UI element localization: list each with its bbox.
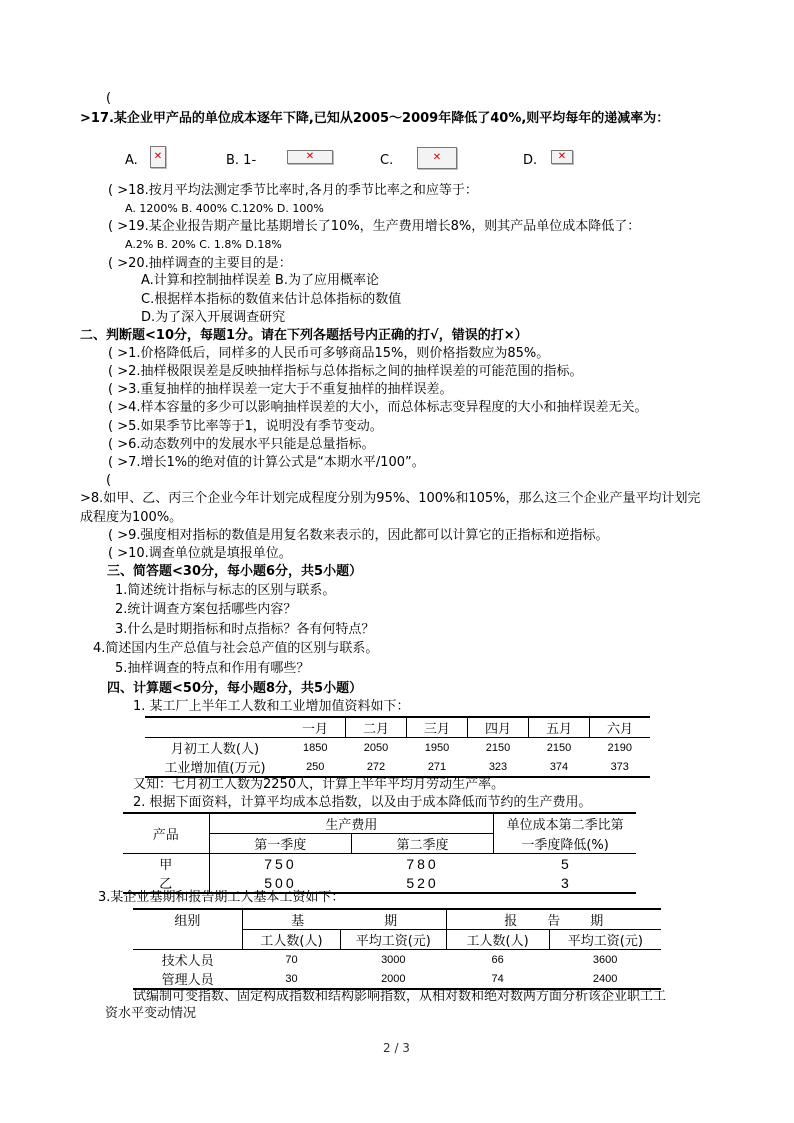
q18-stem: ( >18.按月平均法测定季节比率时,各月的季节比率之和应等于： xyxy=(108,183,478,198)
table-row xyxy=(145,757,650,777)
broken-image-icon: ✕ xyxy=(287,150,333,164)
table-cell: 30 xyxy=(285,972,298,985)
broken-image-icon: ✕ xyxy=(551,150,573,164)
header-report-3: 期 xyxy=(590,914,604,929)
header-q1: 第一季度 xyxy=(254,838,307,853)
q20-option-c: C.根据样本指标的数值来估计总体指标的数值 xyxy=(141,292,402,307)
q17-option-d-label: D. xyxy=(523,153,538,168)
table-row xyxy=(133,950,661,970)
table-row xyxy=(145,738,650,758)
table-cell: 520 xyxy=(406,874,439,891)
problem-1-title: 1. 某工厂上半年工人数和工业增加值资料如下： xyxy=(133,699,410,714)
judge-item: ( >4.样本容量的多少可以影响抽样误差的大小，而总体标志变异程度的大小和抽样误差无关。 xyxy=(108,400,648,415)
table-row xyxy=(133,969,661,989)
row-label: 工业增加值(万元) xyxy=(164,761,266,776)
judge-item: ( >7.增长1%的绝对值的计算公式是“本期水平/100”。 xyxy=(108,455,425,470)
table-cell: 373 xyxy=(610,760,629,773)
header-wage: 平均工资(元) xyxy=(341,930,446,950)
problem-3-title: 3.某企业基期和报告期工人基本工资如下： xyxy=(98,890,345,905)
month-header: 五月 xyxy=(529,717,590,738)
section-4-heading: 四、计算题<50分，每小题8分，共5小题） xyxy=(107,681,363,696)
judge-item-8-paren: ( xyxy=(106,473,112,488)
header-base-period xyxy=(242,909,446,930)
q18-options: A. 1200% B. 400% C.120% D. 100% xyxy=(125,202,324,215)
header-decline-line-2: 一季度降低(%) xyxy=(494,834,636,854)
judge-item: ( >5.如果季节比率等于1，说明没有季节变动。 xyxy=(108,419,383,434)
header-base-1: 基 xyxy=(291,914,305,929)
table-cell: 66 xyxy=(491,953,504,966)
judge-item: ( >10.调查单位就是填报单位。 xyxy=(108,546,292,561)
table-cell: 3600 xyxy=(592,953,618,966)
table-cell: 2190 xyxy=(607,741,632,754)
header-workers: 工人数(人) xyxy=(242,930,340,950)
judge-item-8-line-2: 成程度为100%。 xyxy=(80,510,183,525)
judge-item: ( >1.价格降低后，同样多的人民币可多够商品15%，则价格指数应为85%。 xyxy=(108,346,550,361)
header-cost: 生产费用 xyxy=(209,813,494,834)
table-cell: 3000 xyxy=(381,953,406,966)
header-workers: 工人数(人) xyxy=(446,930,549,950)
short-question: 3.什么是时期指标和时点指标？各有何特点？ xyxy=(115,622,375,637)
section-3-heading: 三、简答题<30分，每小题6分，共5小题） xyxy=(107,564,363,579)
q17-option-c-label: C. xyxy=(380,153,394,168)
table-cell: 2400 xyxy=(592,972,618,985)
table-cell: 374 xyxy=(549,760,569,773)
q19-stem: ( >19.某企业报告期产量比基期增长了10%，生产费用增长8%，则其产品单位成本降低了： xyxy=(108,219,641,234)
header-report-period xyxy=(446,909,661,930)
q17-stem: >17.某企业甲产品的单位成本逐年下降,已知从2005～2009年降低了40%,则平均每年的递减率为： xyxy=(80,111,670,126)
row-label: 月初工人数(人) xyxy=(170,742,260,757)
page-number: 2 / 3 xyxy=(383,1041,410,1055)
q20-option-d: D.为了深入开展调查研究 xyxy=(141,310,286,325)
section-2-heading: 二、判断题<10分，每题1分。请在下列各题括号内正确的打√，错误的打×） xyxy=(80,328,528,343)
table-cell: 271 xyxy=(427,760,447,773)
q17-paren: ( xyxy=(106,91,112,106)
table-cell: 3 xyxy=(560,874,569,891)
header-group: 组别 xyxy=(133,909,242,950)
header-decline-line-1: 单位成本第二季比第 xyxy=(494,813,636,834)
header-product: 产品 xyxy=(123,813,209,854)
table-cell: 1850 xyxy=(303,741,328,754)
header-base-2: 期 xyxy=(384,914,398,929)
table-cell: 2000 xyxy=(381,972,406,985)
short-question: 2.统计调查方案包括哪些内容？ xyxy=(115,602,297,617)
q20-stem: ( >20.抽样调查的主要目的是： xyxy=(108,256,292,271)
header-q2: 第二季度 xyxy=(351,834,493,854)
group-name: 技术人员 xyxy=(161,954,214,969)
month-header: 六月 xyxy=(590,717,651,738)
q17-option-a-label: A. xyxy=(125,153,138,168)
broken-image-icon: ✕ xyxy=(150,146,166,168)
judge-item: ( >9.强度相对指标的数值是用复名数来表示的，因此都可以计算它的正指标和逆指标。 xyxy=(108,528,609,543)
table-cell: 74 xyxy=(491,972,504,985)
judge-item: ( >6.动态数列中的发展水平只能是总量指标。 xyxy=(108,437,375,452)
short-question: 4.简述国内生产总值与社会总产值的区别与联系。 xyxy=(93,641,379,656)
judge-item-8-line-1: >8.如甲、乙、丙三个企业今年计划完成程度分别为95%、100%和105%，那么这三个企业产量平均计划完 xyxy=(80,491,701,506)
judge-item: ( >2.抽样极限误差是反映抽样指标与总体指标之间的抽样误差的可能范围的指标。 xyxy=(108,364,583,379)
table-cell: 2150 xyxy=(546,741,572,754)
table-cell: 5 xyxy=(560,855,569,872)
month-header: 二月 xyxy=(346,717,407,738)
table-cell: 2050 xyxy=(363,741,389,754)
table-cell: 780 xyxy=(406,855,439,872)
table-cell: 2150 xyxy=(485,741,511,754)
header-wage: 平均工资(元) xyxy=(549,930,661,950)
month-header: 四月 xyxy=(468,717,529,738)
problem-3-question-line-1: 试编制可变指数、固定构成指数和结构影响指数，从相对数和绝对数两方面分析该企业职工工 xyxy=(133,989,667,1004)
group-name: 管理人员 xyxy=(161,973,214,988)
header-report-2: 告 xyxy=(547,914,561,929)
table-cell: 323 xyxy=(488,760,508,773)
broken-image-icon: ✕ xyxy=(417,147,457,169)
table-cell: 250 xyxy=(306,760,325,773)
q17-option-b-label: B. 1- xyxy=(226,153,257,168)
workforce-table xyxy=(145,716,650,778)
table-cell: 1950 xyxy=(424,741,450,754)
short-question: 1.简述统计指标与标志的区别与联系。 xyxy=(115,583,336,598)
cost-table xyxy=(123,812,636,894)
problem-2-title: 2. 根据下面资料，计算平均成本总指数，以及由于成本降低而节约的生产费用。 xyxy=(133,795,592,810)
month-header: 三月 xyxy=(407,717,468,738)
table-row xyxy=(123,854,636,874)
problem-3-question-line-2: 资水平变动情况 xyxy=(105,1006,197,1021)
month-header: 一月 xyxy=(301,722,328,737)
q20-options-ab: A.计算和控制抽样误差 B.为了应用概率论 xyxy=(141,273,379,288)
short-question: 5.抽样调查的特点和作用有哪些？ xyxy=(115,661,310,676)
table-cell: 70 xyxy=(285,953,298,966)
judge-item: ( >3.重复抽样的抽样误差一定大于不重复抽样的抽样误差。 xyxy=(108,382,453,397)
table-cell: 272 xyxy=(366,760,386,773)
product-name: 甲 xyxy=(123,854,209,874)
q19-options: A.2% B. 20% C. 1.8% D.18% xyxy=(125,238,282,251)
header-report-1: 报 xyxy=(504,914,518,929)
table-cell: 750 xyxy=(264,855,297,872)
problem-1-note: 又知：七月初工人数为2250人，计算上半年平均月劳动生产率。 xyxy=(133,777,505,792)
table-cell: 500 xyxy=(264,874,297,891)
product-name: 乙 xyxy=(123,873,209,893)
wage-table xyxy=(133,908,661,990)
